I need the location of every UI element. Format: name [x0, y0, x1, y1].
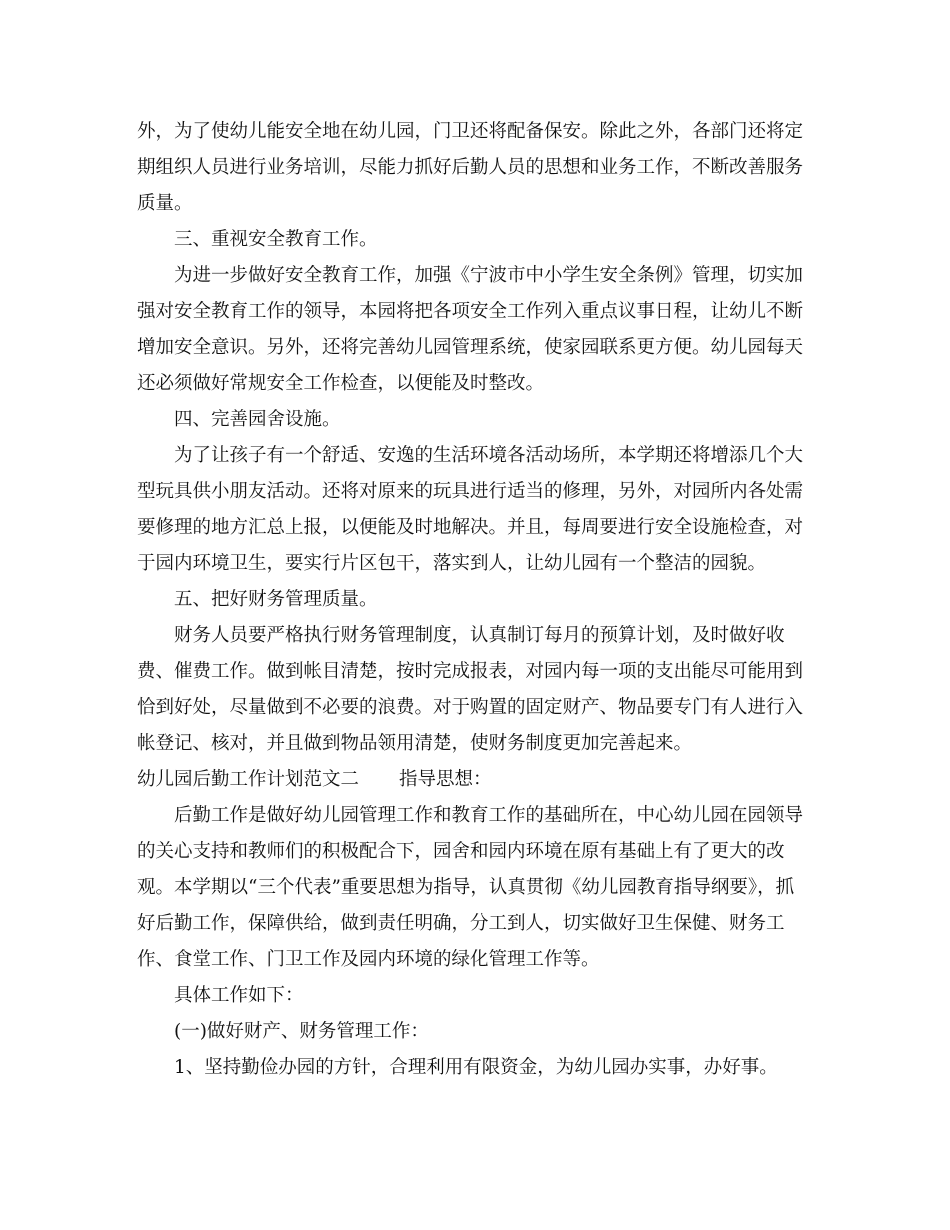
heading-title: 幼儿园后勤工作计划范文二 [137, 769, 360, 790]
body-line: 型玩具供小朋友活动。还将对原来的玩具进行适当的修理，另外，对园所内各处需 [137, 481, 804, 502]
body-line: 强对安全教育工作的领导，本园将把各项安全工作列入重点议事日程，让幼儿不断 [137, 301, 804, 322]
body-line: 恰到好处，尽量做到不必要的浪费。对于购置的固定财产、物品要专门有人进行入 [137, 697, 804, 718]
body-line: 观。本学期以“三个代表”重要思想为指导，认真贯彻《幼儿园教育指导纲要》，抓 [137, 877, 795, 898]
body-line: 要修理的地方汇总上报，以便能及时地解决。并且，每周要进行安全设施检查，对 [137, 517, 804, 538]
section-heading: 五、把好财务管理质量。 [174, 589, 378, 610]
body-line: 好后勤工作，保障供给，做到责任明确，分工到人，切实做好卫生保健、财务工 [137, 913, 785, 934]
body-line: 质量。 [137, 193, 193, 214]
body-line: 具体工作如下： [174, 985, 304, 1006]
body-line: 外，为了使幼儿能安全地在幼儿园，门卫还将配备保安。除此之外，各部门还将定 [137, 121, 804, 142]
body-line: 为了让孩子有一个舒适、安逸的生活环境各活动场所，本学期还将增添几个大 [174, 445, 804, 466]
section-heading: (一)做好财产、财务管理工作： [174, 1021, 429, 1042]
section-heading: 四、完善园舍设施。 [174, 409, 341, 430]
body-line: 增加安全意识。另外，还将完善幼儿园管理系统，使家园联系更方便。幼儿园每天 [137, 337, 804, 358]
body-line: 作、食堂工作、门卫工作及园内环境的绿化管理工作等。 [137, 949, 600, 970]
body-line: 后勤工作是做好幼儿园管理工作和教育工作的基础所在，中心幼儿园在园领导 [174, 805, 804, 826]
body-line: 于园内环境卫生，要实行片区包干，落实到人，让幼儿园有一个整洁的园貌。 [137, 553, 767, 574]
body-line: 1、坚持勤俭办园的方针，合理利用有限资金，为幼儿园办实事，办好事。 [174, 1057, 778, 1078]
heading-subtitle: 指导思想： [399, 769, 492, 790]
body-line: 期组织人员进行业务培训，尽能力抓好后勤人员的思想和业务工作，不断改善服务 [137, 157, 804, 178]
body-line: 费、催费工作。做到帐目清楚，按时完成报表，对园内每一项的支出能尽可能用到 [137, 661, 804, 682]
body-line: 帐登记、核对，并且做到物品领用清楚，使财务制度更加完善起来。 [137, 733, 693, 754]
body-line: 财务人员要严格执行财务管理制度，认真制订每月的预算计划，及时做好收 [174, 625, 785, 646]
section-heading: 三、重视安全教育工作。 [174, 229, 378, 250]
body-line: 的关心支持和教师们的积极配合下，园舍和园内环境在原有基础上有了更大的改 [137, 841, 785, 862]
document-heading [137, 765, 817, 795]
body-line: 还必须做好常规安全工作检查，以便能及时整改。 [137, 373, 545, 394]
body-line: 为进一步做好安全教育工作，加强《宁波市中小学生安全条例》管理，切实加 [174, 265, 804, 286]
